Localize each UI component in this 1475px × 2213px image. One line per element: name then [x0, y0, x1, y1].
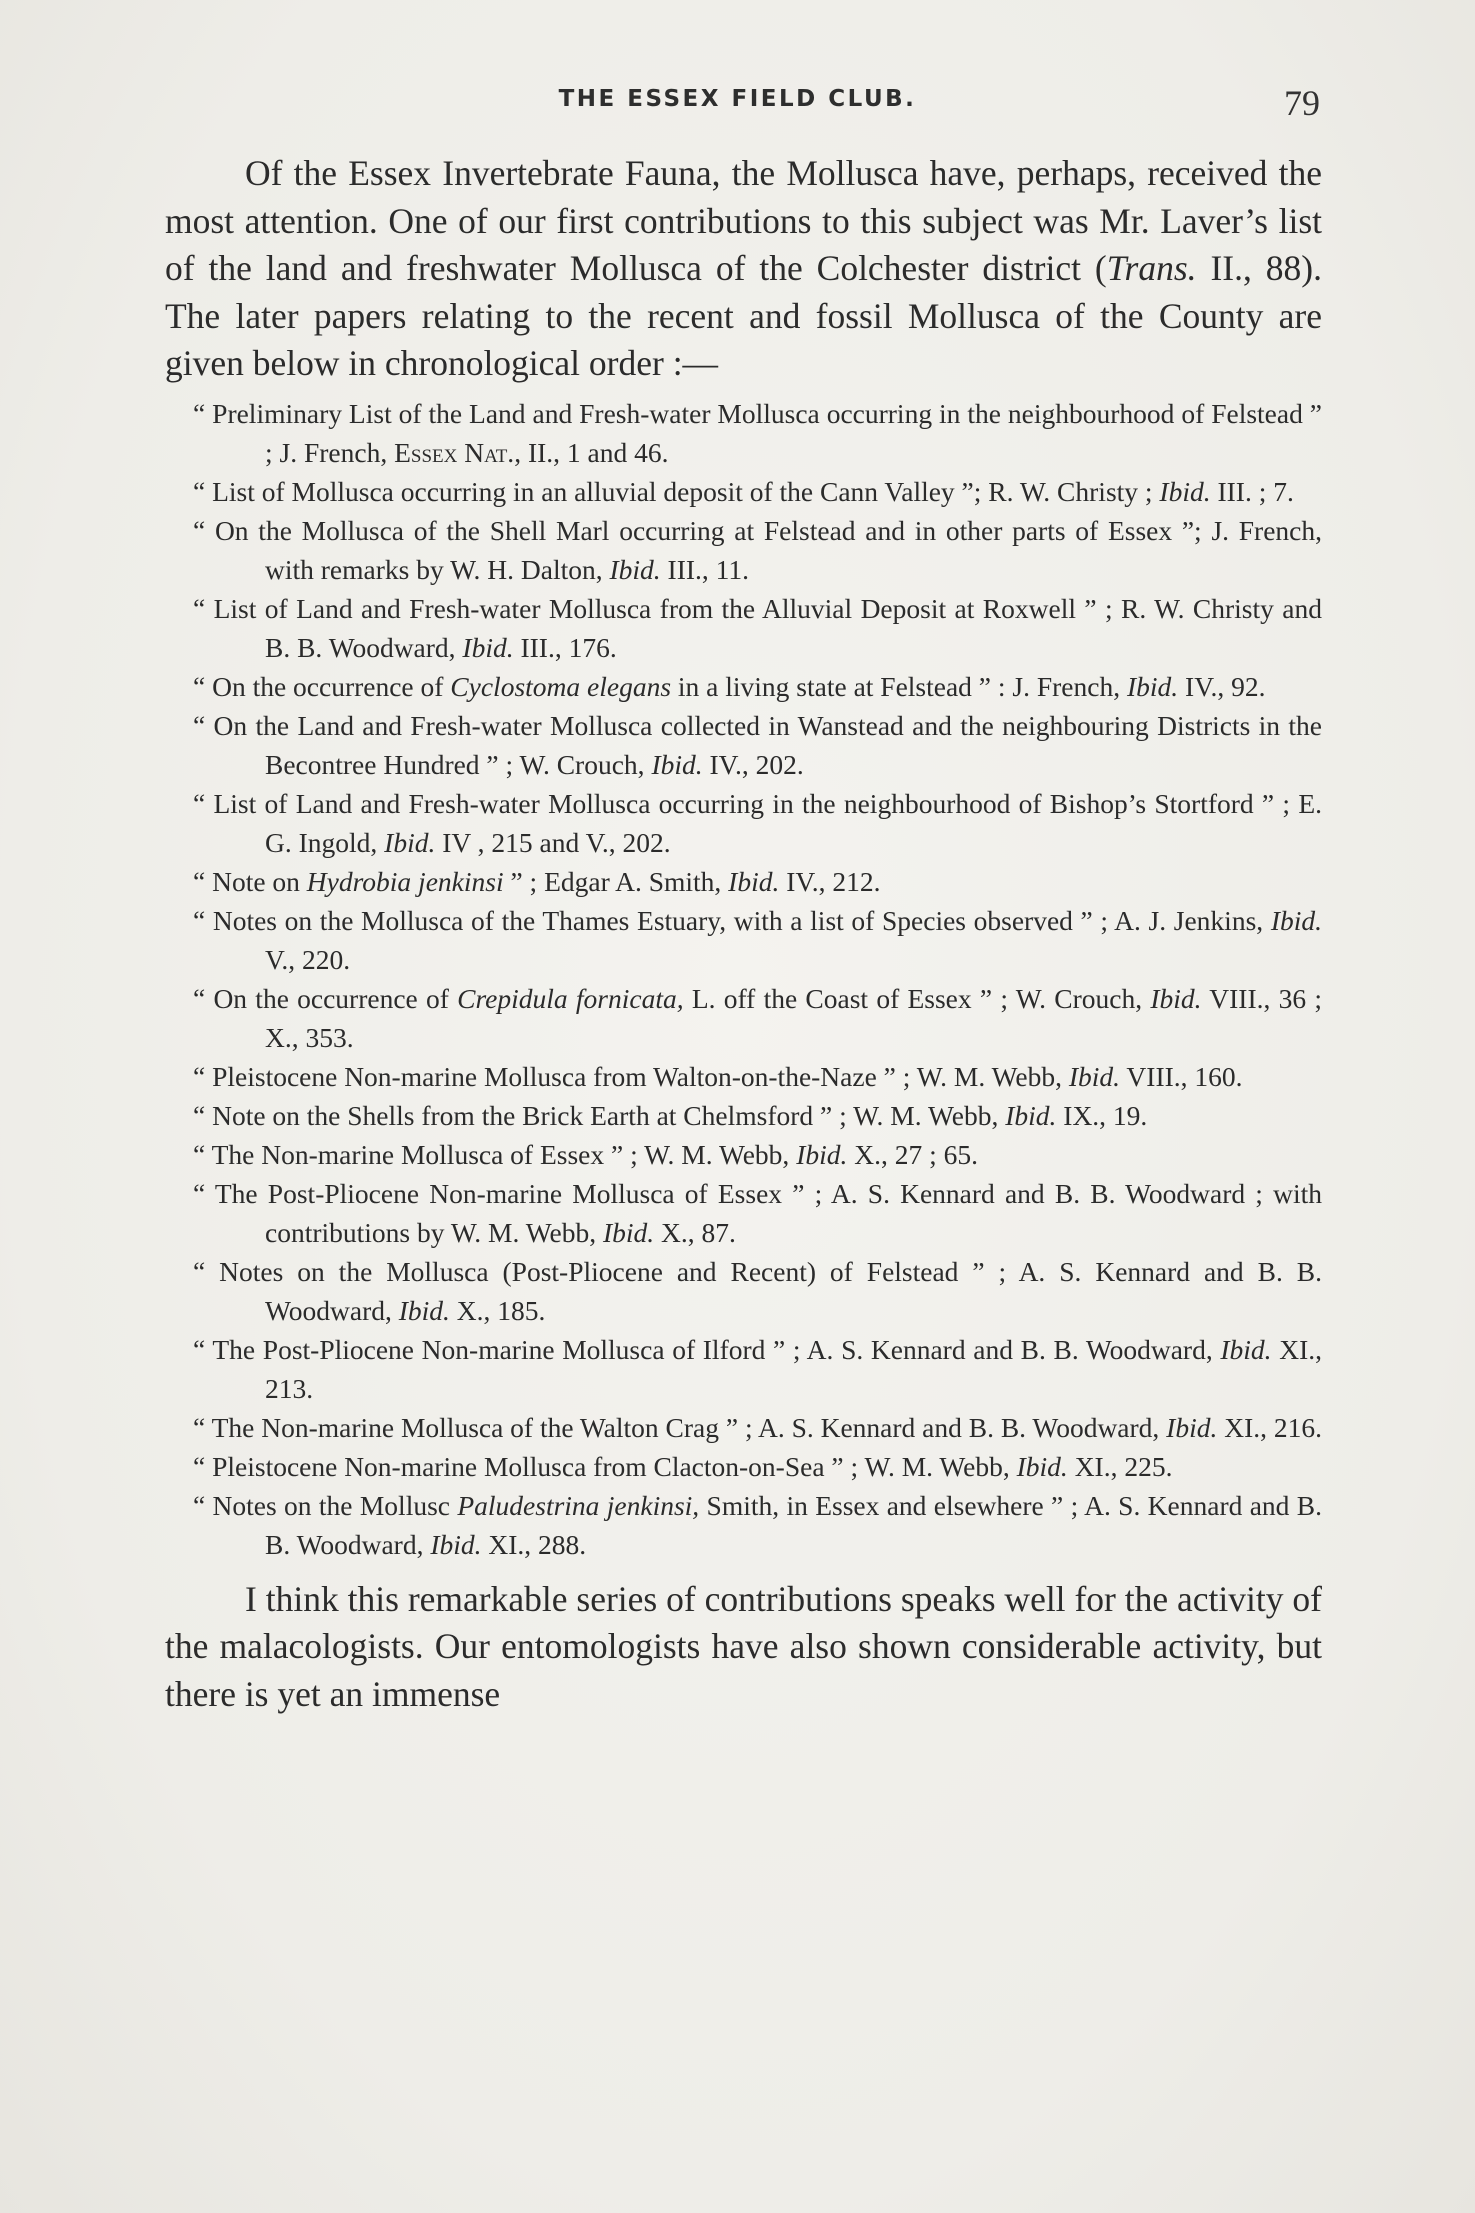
reference-pre: “ On the Land and Fresh-water Mollusca collected in Wanstead and the neighbouring Districts in the Becontree Hundred ” ; W. Crouch, [193, 709, 1322, 780]
reference-ital: Ibid. [602, 1216, 655, 1248]
reference-ital: Ibid. [1005, 1099, 1057, 1131]
reference-ital: Ibid. [398, 1294, 450, 1326]
reference-ital: Ibid. [462, 631, 514, 663]
reference-entry [165, 979, 1322, 1057]
reference-entry [165, 667, 1322, 706]
reference-pre: “ The Non-marine Mollusca of Essex ” ; W. M. Webb, [193, 1138, 797, 1170]
reference-post: , II., 1 and 46. [514, 436, 669, 468]
reference-ital: Ibid. [1166, 1411, 1218, 1443]
reference-post2: XI., 288. [481, 1528, 587, 1560]
reference-entry [165, 1057, 1322, 1096]
reference-pre: “ Note on [193, 865, 307, 897]
reference-post2: IV., 92. [1178, 670, 1266, 702]
intro-paragraph [165, 150, 1322, 388]
reference-post: XI., 213. [265, 1333, 1322, 1404]
reference-pre: “ Pleistocene Non-marine Mollusca from Clacton-on-Sea ” ; W. M. Webb, [193, 1450, 1017, 1482]
reference-entry [165, 1408, 1322, 1447]
reference-post: L. off the Coast of Essex ” ; W. Crouch, [683, 982, 1151, 1014]
reference-entry [165, 1447, 1322, 1486]
reference-pre: “ Preliminary List of the Land and Fresh-water Mollusca occurring in the neighbourhood of Felstead ” ; J. French, [193, 397, 1322, 468]
reference-pre: “ The Post-Pliocene Non-marine Mollusca of Essex ” ; A. S. Kennard and B. B. Woodward ; with contributions by W. M. Webb, [193, 1177, 1322, 1248]
reference-entry [165, 784, 1322, 862]
reference-entry [165, 1252, 1322, 1330]
closing-paragraph: I think this remarkable series of contributions speaks well for the activity of the malacologists. Our entomologists have also shown considerable activity, but there is yet an immense [165, 1578, 1322, 1714]
reference-ital: Ibid. [1270, 904, 1322, 936]
reference-pre: “ On the Mollusca of the Shell Marl occurring at Felstead and in other parts of Essex ”; J. French, with remarks by W. H. Dalton, [193, 514, 1322, 585]
reference-pre: “ Note on the Shells from the Brick Earth at Chelmsford ” ; W. M. Webb, [193, 1099, 1006, 1131]
reference-entry [165, 589, 1322, 667]
reference-pre: “ List of Land and Fresh-water Mollusca from the Alluvial Deposit at Roxwell ” ; R. W. Christy and B. B. Woodward, [193, 592, 1322, 663]
reference-ital: Ibid. [1016, 1450, 1068, 1482]
reference-post: IV , 215 and V., 202. [435, 826, 671, 858]
reference-ital: Paludestrina jenkinsi, [457, 1489, 700, 1521]
reference-ital2: Ibid. [430, 1528, 482, 1560]
reference-ital: Ibid. [384, 826, 436, 858]
text-block [165, 150, 1322, 1718]
reference-pre: “ The Non-marine Mollusca of the Walton Crag ” ; A. S. Kennard and B. B. Woodward, [193, 1411, 1167, 1443]
reference-post: XI., 225. [1067, 1450, 1173, 1482]
reference-entry [165, 862, 1322, 901]
intro-italic: Trans. [1106, 248, 1197, 288]
reference-ital: Ibid. [1220, 1333, 1272, 1365]
reference-ital: Ibid. [609, 553, 661, 585]
reference-post: XI., 216. [1217, 1411, 1323, 1443]
reference-post: in a living state at Felstead ” : J. French, [671, 670, 1127, 702]
intro-text-a: Of the Essex Invertebrate Fauna, the Mollusca have, perhaps, received the most attention. One of our first contributions to this subject was Mr. Laver’s list of the land and freshwater Mollusca of the Colchester district ( [165, 153, 1322, 288]
reference-post: X., 27 ; 65. [847, 1138, 978, 1170]
reference-ital2: Ibid. [728, 865, 780, 897]
reference-entry [165, 1135, 1322, 1174]
reference-entry [165, 1486, 1322, 1564]
reference-entry [165, 1096, 1322, 1135]
reference-ital2: Ibid. [1150, 982, 1202, 1014]
reference-pre: “ Notes on the Mollusca of the Thames Estuary, with a list of Species observed ” ; A. J. Jenkins, [193, 904, 1271, 936]
reference-post: X., 185. [449, 1294, 546, 1326]
reference-post: III., 176. [513, 631, 617, 663]
reference-entry [165, 394, 1322, 472]
reference-post: III. ; 7. [1210, 475, 1294, 507]
reference-pre: “ List of Land and Fresh-water Mollusca occurring in the neighbourhood of Bishop’s Stortford ” ; E. G. Ingold, [193, 787, 1322, 858]
reference-ital: Ibid. [1159, 475, 1211, 507]
reference-post: Smith, in Essex and elsewhere ” ; A. S. Kennard and B. B. Woodward, [265, 1489, 1322, 1560]
reference-ital: Ibid. [796, 1138, 848, 1170]
reference-ital: Hydrobia jenkinsi [306, 865, 504, 897]
reference-pre: “ Pleistocene Non-marine Mollusca from Walton-on-the-Naze ” ; W. M. Webb, [193, 1060, 1069, 1092]
running-title: THE ESSEX FIELD CLUB. [558, 86, 917, 112]
reference-post: III., 11. [660, 553, 749, 585]
reference-entry [165, 511, 1322, 589]
reference-ital: Cyclostoma elegans [450, 670, 672, 702]
reference-ital: Crepidula fornicata, [457, 982, 684, 1014]
reference-post: IV., 202. [702, 748, 804, 780]
reference-post: IX., 19. [1056, 1099, 1148, 1131]
reference-ital2: Ibid. [1126, 670, 1179, 702]
reference-pre: “ List of Mollusca occurring in an alluvial deposit of the Cann Valley ”; R. W. Christy ; [193, 475, 1160, 507]
reference-ital: Ibid. [1068, 1060, 1121, 1092]
reference-entry [165, 706, 1322, 784]
reference-ital: Ibid. [651, 748, 703, 780]
reference-entry [165, 901, 1322, 979]
reference-pre: “ Notes on the Mollusca (Post-Pliocene and Recent) of Felstead ” ; A. S. Kennard and B. B. Woodward, [193, 1255, 1322, 1326]
reference-post2: VIII., 36 ; X., 353. [265, 982, 1322, 1053]
reference-entry [165, 1174, 1322, 1252]
reference-post2: IV., 212. [779, 865, 881, 897]
reference-pre: “ On the occurrence of [193, 670, 451, 702]
intro-text-b: II., 88). The later papers relating to the recent and fossil Mollusca of the County are given below in chronological order :— [165, 248, 1322, 383]
reference-entry [165, 1330, 1322, 1408]
reference-sc: Essex Nat. [394, 436, 515, 468]
reference-pre: “ Notes on the Mollusc [193, 1489, 458, 1521]
reference-entry [165, 472, 1322, 511]
reference-post: VIII., 160. [1120, 1060, 1243, 1092]
page-number: 79 [1284, 83, 1320, 123]
reference-post: X., 87. [654, 1216, 736, 1248]
reference-pre: “ The Post-Pliocene Non-marine Mollusca of Ilford ” ; A. S. Kennard and B. B. Woodward, [193, 1333, 1221, 1365]
reference-post: V., 220. [265, 943, 351, 975]
reference-list [165, 394, 1322, 1564]
reference-pre: “ On the occurrence of [193, 982, 458, 1014]
reference-post: ” ; Edgar A. Smith, [503, 865, 729, 897]
